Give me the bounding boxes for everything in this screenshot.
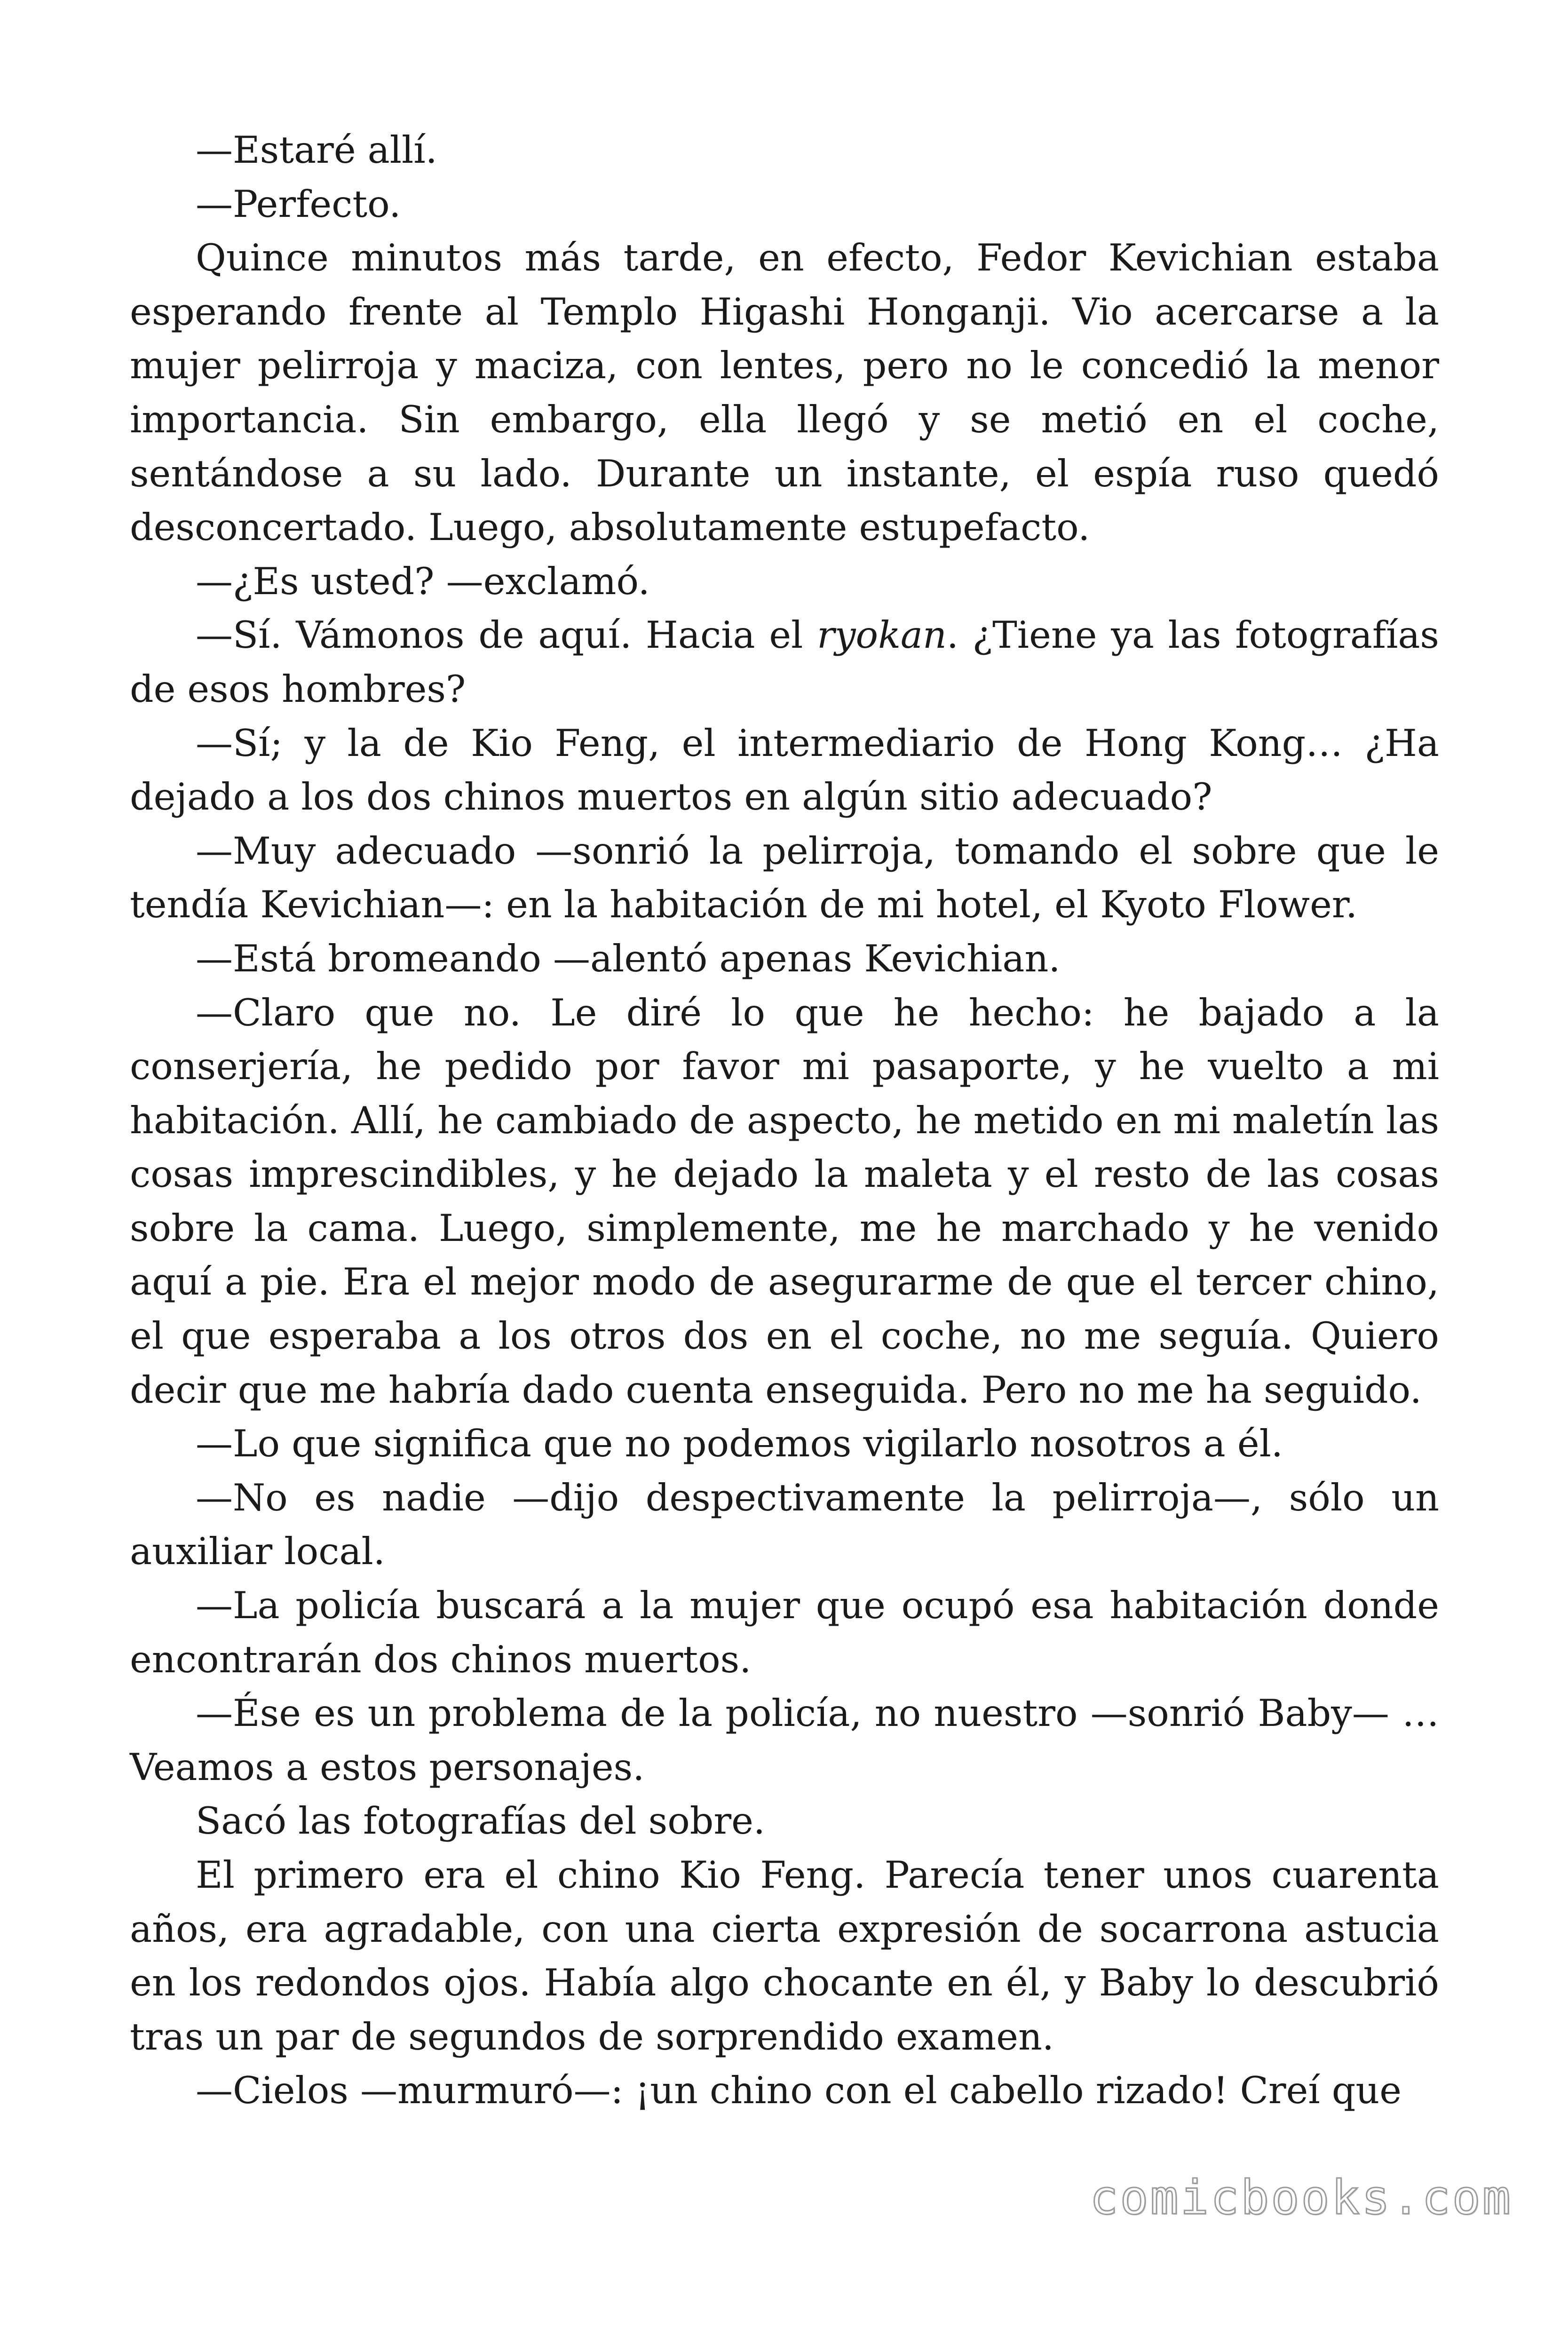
- paragraph: —Claro que no. Le diré lo que he hecho: he bajado a la conserjería, he pedido por favor mi pasaporte, y he vuelto a mi habitación. Allí, he cambiado de aspecto, he metido en mi maletín las cosas imprescindibles, y he dejado la maleta y el resto de las cosas sobre la cama. Luego, simplemente, me he marchado y he venido aquí a pie. Era el mejor modo de asegurarme de que el tercer chino, el que esperaba a los otros dos en el coche, no me seguía. Quiero decir que me habría dado cuenta enseguida. Pero no me ha seguido.: [130, 991, 1439, 1412]
- paragraph: —Lo que significa que no podemos vigilarlo nosotros a él.: [196, 1422, 1283, 1466]
- watermark-logo: comicbooks.com: [1090, 2170, 1513, 2225]
- paragraph: El primero era el chino Kio Feng. Parecía tener unos cuarenta años, era agradable, con una cierta expresión de socarrona astucia en los redondos ojos. Había algo chocante en él, y Baby lo descubrió tras un par de segundos de sorprendido examen.: [130, 1853, 1439, 2058]
- paragraph: —Ése es un problema de la policía, no nuestro —sonrió Baby— … Veamos a estos personajes.: [130, 1692, 1439, 1789]
- paragraph: —No es nadie —dijo despectivamente la pelirroja—, sólo un auxiliar local.: [130, 1476, 1439, 1573]
- paragraph: —¿Es usted? —exclamó.: [196, 559, 650, 603]
- paragraph: —Sí; y la de Kio Feng, el intermediario de Hong Kong… ¿Ha dejado a los dos chinos muertos en algún sitio adecuado?: [130, 721, 1439, 819]
- paragraph: —Perfecto.: [196, 182, 401, 226]
- italic-term: ryokan: [817, 613, 947, 657]
- paragraph-text: —Sí. Vámonos de aquí. Hacia el: [196, 613, 817, 657]
- paragraph: —Estaré allí.: [196, 128, 437, 172]
- body-text: [130, 123, 1439, 2118]
- paragraph: —Muy adecuado —sonrió la pelirroja, tomando el sobre que le tendía Kevichian—: en la habitación de mi hotel, el Kyoto Flower.: [130, 829, 1439, 927]
- paragraph-text: . ¿Tiene ya las fotografías de esos hombres?: [130, 613, 1439, 711]
- paragraph: [130, 608, 1439, 716]
- paragraph: —La policía buscará a la mujer que ocupó esa habitación donde encontrarán dos chinos muertos.: [130, 1584, 1439, 1681]
- paragraph: —Está bromeando —alentó apenas Kevichian.: [196, 937, 1061, 980]
- paragraph: Sacó las fotografías del sobre.: [196, 1799, 765, 1843]
- paragraph: Quince minutos más tarde, en efecto, Fedor Kevichian estaba esperando frente al Templo Higashi Honganji. Vio acercarse a la mujer pelirroja y maciza, con lentes, pero no le concedió la menor importancia. Sin embargo, ella llegó y se metió en el coche, sentándose a su lado. Durante un instante, el espía ruso quedó desconcertado. Luego, absolutamente estupefacto.: [130, 236, 1439, 549]
- paragraph: —Cielos —murmuró—: ¡un chino con el cabello rizado! Creí que: [196, 2069, 1402, 2113]
